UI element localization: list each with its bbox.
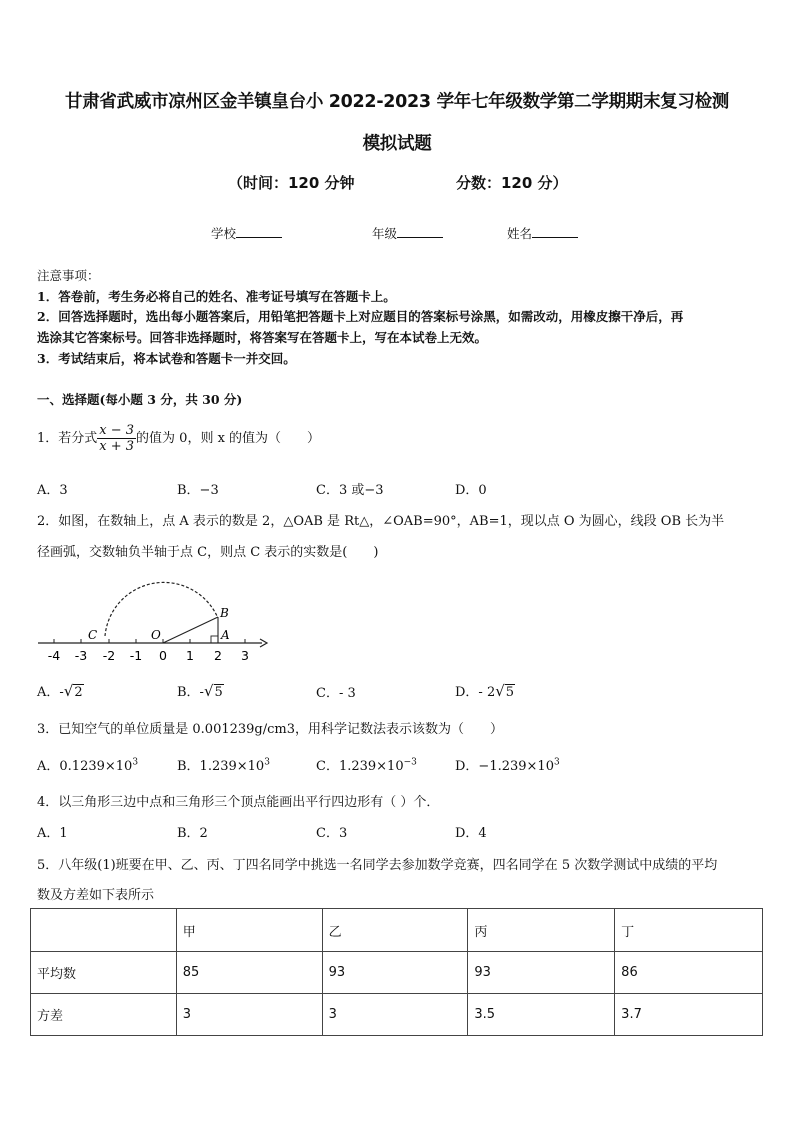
q1-suffix: 的值为 0，则 x 的值为（ ） — [136, 431, 321, 446]
school-label: 学校 — [211, 226, 237, 241]
right-angle-mark — [211, 636, 218, 643]
q3-d-exp: 3 — [553, 757, 560, 768]
q1-denominator: x + 3 — [99, 439, 135, 454]
q1-prefix: 1．若分式 — [37, 431, 98, 446]
table-cell: 3 — [176, 994, 322, 1036]
q3-b-text: B．1.239×10 — [177, 759, 265, 774]
page-title-line2: 模拟试题 — [362, 134, 432, 154]
question-1 — [37, 423, 320, 454]
q1-option-b: B．−3 — [177, 483, 219, 498]
table-cell: 85 — [176, 952, 322, 994]
q2-a-radicand: 2 — [74, 685, 83, 700]
q2-line1: 2．如图，在数轴上，点 A 表示的数是 2，△OAB 是 Rt△，∠OAB=90°，AB=1，现以点 O 为圆心，线段 OB 长为半 — [37, 514, 725, 529]
label-o: O — [151, 628, 161, 642]
label-b: B — [220, 606, 229, 620]
tick-label: -1 — [129, 648, 143, 663]
q1-option-d: D．0 — [455, 483, 487, 498]
q4-stem: 4．以三角形三边中点和三角形三个顶点能画出平行四边形有（ ）个． — [37, 795, 440, 810]
name-blank — [532, 225, 578, 238]
label-a: A — [221, 628, 230, 642]
q3-a-text: A．0.1239×10 — [37, 759, 133, 774]
table-cell: 乙 — [322, 909, 468, 952]
q3-option-c — [316, 755, 417, 774]
q2-d-radicand: 5 — [505, 685, 515, 700]
tick-label: 3 — [241, 648, 249, 663]
table-cell: 3.5 — [468, 994, 615, 1036]
q2-option-d: D．- 2√5 — [455, 682, 515, 700]
table-cell: 93 — [322, 952, 468, 994]
grade-label: 年级 — [372, 226, 398, 241]
table-cell: 丁 — [615, 909, 763, 952]
q4-option-c: C．3 — [316, 826, 348, 841]
q2-d-label: D．- 2 — [455, 685, 496, 700]
note-2a: 2．回答选择题时，选出每小题答案后，用铅笔把答题卡上对应题目的答案标号涂黑，如需改动，用橡皮擦干净后，再 — [37, 309, 684, 324]
table-cell: 甲 — [176, 909, 322, 952]
note-3: 3．考试结束后，将本试卷和答题卡一并交回。 — [37, 351, 296, 366]
table-cell: 3.7 — [615, 994, 763, 1036]
table-header-row — [31, 909, 763, 952]
table-cell: 方差 — [31, 994, 177, 1036]
q2-option-a: A．-√2 — [37, 682, 83, 700]
table-cell: 丙 — [468, 909, 615, 952]
q2-a-label: A．- — [37, 685, 64, 700]
table-cell — [31, 909, 177, 952]
note-2b: 选涂其它答案标号。回答非选择题时，将答案写在答题卡上，写在本试卷上无效。 — [37, 330, 488, 345]
q5-line2: 数及方差如下表所示 — [37, 888, 155, 903]
q3-b-exp: 3 — [264, 757, 270, 768]
tick-label: -4 — [47, 648, 61, 663]
grade-blank — [397, 225, 443, 238]
table-row — [31, 952, 763, 994]
table-cell: 3 — [322, 994, 468, 1036]
exam-time: （时间：120 分钟 — [228, 174, 355, 192]
q3-c-text: C．1.239×10 — [316, 759, 404, 774]
scores-table — [30, 908, 763, 1036]
q3-option-d — [455, 755, 560, 774]
q1-fraction — [97, 423, 136, 454]
q3-option-a — [37, 755, 138, 774]
tick-label: 2 — [214, 648, 222, 663]
exam-score: 分数：120 分） — [456, 174, 568, 192]
school-blank — [236, 225, 282, 238]
table-cell: 86 — [615, 952, 763, 994]
q1-option-c: C．3 或−3 — [316, 483, 384, 498]
notes-heading: 注意事项： — [37, 268, 100, 283]
q2-b-label: B．- — [177, 685, 204, 700]
table-cell: 平均数 — [31, 952, 177, 994]
q4-option-d: D．4 — [455, 826, 487, 841]
tick-label: -2 — [102, 648, 116, 663]
table-row — [31, 994, 763, 1036]
q2-b-radicand: 5 — [214, 685, 223, 700]
tick-label: 0 — [159, 648, 167, 663]
grade-field — [372, 224, 443, 242]
q2-option-c: C．- 3 — [316, 686, 356, 701]
arc-ob — [105, 582, 217, 636]
note-1: 1．答卷前，考生务必将自己的姓名、准考证号填写在答题卡上。 — [37, 289, 396, 304]
q4-option-a: A．1 — [37, 826, 68, 841]
table-cell: 93 — [468, 952, 615, 994]
q2-line2: 径画弧，交数轴负半轴于点 C，则点 C 表示的实数是( ) — [37, 545, 379, 560]
tick-label: -3 — [74, 648, 88, 663]
q3-a-exp: 3 — [132, 757, 139, 768]
q5-line1: 5．八年级(1)班要在甲、乙、丙、丁四名同学中挑选一名同学去参加数学竞赛，四名同学在 5 次数学测试中成绩的平均 — [37, 858, 718, 873]
q3-d-text: D．−1.239×10 — [455, 759, 554, 774]
q3-stem: 3．已知空气的单位质量是 0.001239g/cm3，用科学记数法表示该数为（ ） — [37, 722, 504, 737]
q3-option-b — [177, 755, 270, 774]
name-label: 姓名 — [507, 226, 533, 241]
page-title-line1: 甘肃省武威市凉州区金羊镇皇台小 2022-2023 学年七年级数学第二学期期末复习检测 — [65, 92, 729, 112]
q1-numerator: x − 3 — [99, 423, 135, 438]
q2-option-b: B．-√5 — [177, 682, 223, 700]
name-field — [507, 224, 578, 242]
tick-label: 1 — [186, 648, 194, 663]
school-field — [211, 224, 282, 242]
q1-option-a: A．3 — [37, 483, 68, 498]
q4-option-b: B．2 — [177, 826, 208, 841]
q3-c-exp: −3 — [403, 757, 417, 768]
label-c: C — [88, 628, 98, 642]
number-line-figure — [34, 566, 274, 666]
section-heading: 一、选择题(每小题 3 分，共 30 分) — [37, 392, 243, 407]
